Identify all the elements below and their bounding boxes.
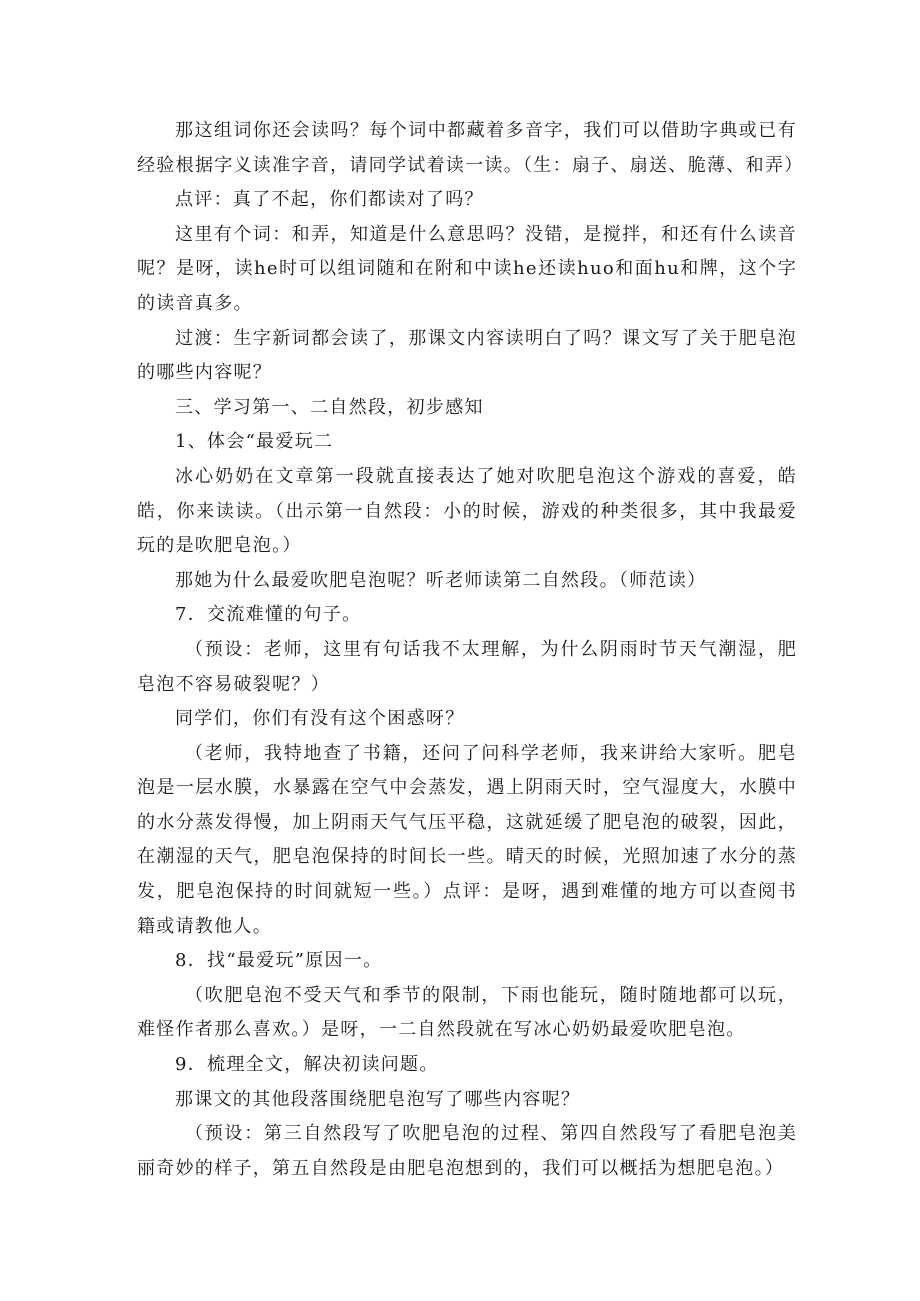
- section-heading-three: 三、学习第一、二自然段，初步感知: [175, 396, 484, 418]
- paragraph-preset-question: （预设：老师，这里有句话我不太理解，为什么阴雨时节天气潮湿，肥皂泡不容易破裂呢？）: [137, 638, 797, 695]
- subheading-1: 1、体会“最爱玩二: [175, 431, 334, 453]
- paragraph-summary-preset: （预设：第三自然段写了吹肥皂泡的过程、第四自然段写了看肥皂泡美丽奇妙的样子，第五自然段是由肥皂泡想到的，我们可以概括为想肥皂泡。）: [137, 1123, 797, 1179]
- paragraph-bingxin-intro: 冰心奶奶在文章第一段就直接表达了她对吹肥皂泡这个游戏的喜爱，皓皓，你来读读。（出示第一自然段：小的时候，游戏的种类很多，其中我最爱玩的是吹肥皂泡。）: [137, 465, 797, 557]
- paragraph-comment-1: 点评：真了不起，你们都读对了吗？: [175, 189, 484, 211]
- paragraph-weather-reason: （吹肥皂泡不受天气和季节的限制，下雨也能玩，随时随地都可以玩，难怪作者那么喜欢。）是呀，一二自然段就在写冰心奶奶最爱吹肥皂泡。: [137, 984, 797, 1041]
- subheading-9: 9．梳理全文，解决初读问题。: [175, 1054, 439, 1076]
- paragraph-heyong-meaning: 这里有个词：和弄，知道是什么意思吗？没错，是搅拌，和还有什么读音呢？是呀，读he时可以组词随和在附和中读he还读huo和面hu和牌，这个字的读音真多。: [137, 223, 797, 314]
- paragraph-science-explanation: （老师，我特地查了书籍，还问了问科学老师，我来讲给大家听。肥皂泡是一层水膜，水暴露在空气中会蒸发，遇上阴雨天时，空气湿度大，水膜中的水分蒸发得慢，加上阴雨天气气压平稳，这就延缓了肥皂泡的破裂，因此，在潮湿的天气，肥皂泡保持的时间长一些。晴天的时候，光照加速了水分的蒸发，肥皂泡保持的时间就短一些。）点评：是呀，遇到难懂的地方可以查阅书籍或请教他人。: [137, 742, 797, 937]
- paragraph-word-reading: 那这组词你还会读吗？每个词中都藏着多音字，我们可以借助字典或已有经验根据字义读准字音，请同学试着读一读。（生：扇子、扇送、脆薄、和弄）: [137, 120, 804, 176]
- subheading-8: 8．找“最爱玩”原因一。: [175, 950, 383, 972]
- document-body: [137, 114, 804, 1186]
- paragraph-transition: 过渡：生字新词都会读了，那课文内容读明白了吗？课文写了关于肥皂泡的哪些内容呢？: [137, 327, 797, 384]
- paragraph-other-sections: 那课文的其他段落围绕肥皂泡写了哪些内容呢？: [175, 1088, 581, 1110]
- paragraph-why-favorite: 那她为什么最爱吹肥皂泡呢？听老师读第二自然段。（师范读）: [175, 569, 707, 591]
- subheading-7: 7．交流难懂的句子。: [175, 604, 362, 626]
- paragraph-class-question: 同学们，你们有没有这个困惑呀？: [175, 708, 465, 730]
